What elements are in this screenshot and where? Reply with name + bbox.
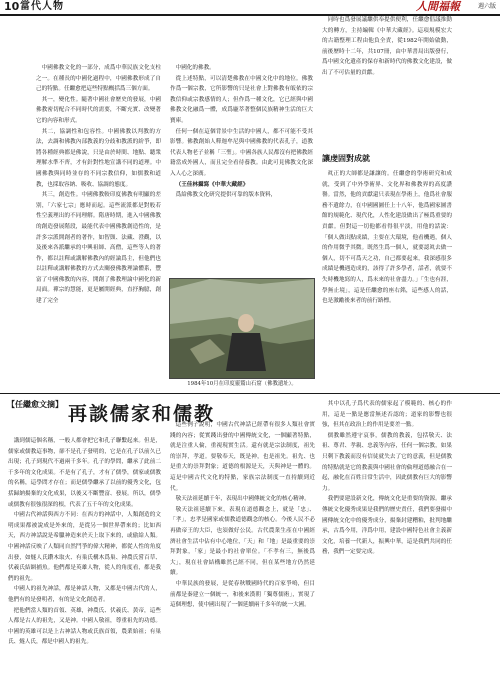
photo-caption: 1984年10月在印度靈鷲山石窟（佛教遺址）。 <box>187 381 297 387</box>
paragraph: 這些例子說明，中國古代神話已經帶有很多人類社會實踐的內容；從實踐出發的中國傳統文化，一個顯著特點，就是注重人倫，重視現實生活。還有就是宗法制度，祖先的崇拜，孝道。要敬奉天，既是神，也是祖先。祖先、也是重大的崇拜對象；道德的根源是天，天與神是一體的。這是中國古代文化的特點，家族宗法制度一直持續到近代。 <box>170 422 315 492</box>
paragraph: 講到儒這個名稱，一般人都會把它和孔子聯繫起來。但是，儒家或儒教這事物，卻不是孔子發明的，它是在孔子以前久已出現；孔子到現代不過兩千多年。孔子的學問，繼承了此前二千多年的文化成果。不是有了孔子，才有了儒學，儒家或儒教的名稱，這學問才存在；而是儒學繼承了以前的優秀文化，包括歸納揚棄的文化成果，以後又不斷豐富、發展。所以，儒學或儒教有很強很深的根，代表了五千年的文化成果。 <box>8 438 161 508</box>
paragraph: 從上述特點，可以清楚佛教在中國文化中的地位。佛教作爲一個宗教，它所影響的只是社會上對佛教有皈依的宗教信仰或宗教感情的人；但作爲一種文化，它已經與中國佛教文化融爲一體，成爲龐萃著整個民族精神生活的巨大寶庫。 <box>170 75 313 124</box>
paragraph: 中國佛教文化的一部分，成爲中華民族文化支柱之一。在種長的中國化過程中，中國佛教形成了自己的特點。任繼愈把這些特點概括爲三個方面。 <box>36 65 161 93</box>
section-divider <box>0 393 500 394</box>
page-header <box>0 0 500 14</box>
paragraph: 把他們當人類的首領、英雄，神農氏、伏羲氏、黃帝，這些人都是古人的祖先，又是神。中國人敬祖，尊重祖先的功德。中國的英雄可以是上古神話人物或氏族首領，農業始祖；有巢氏、燧人氏，都是中國人的祖先。 <box>8 607 161 646</box>
photo-credit: （王佳林攝寫《中華大藏經》 <box>175 181 249 188</box>
page-number: 10 <box>4 0 20 13</box>
paragraph: 中國化的佛教。 <box>175 65 215 71</box>
top-column-1 <box>36 63 161 390</box>
paragraph: 爲給佛教文化研究提供可靠的版本資料， <box>175 191 277 198</box>
paragraph: 同時也爲發展議繼供奉提供便利，任繼愈倡議推動大的轉方，主持編輯《中華大藏經》。這項規模宏大的古籍整理工程由他負全責，從1982年開始啟動，前後歷時十二年，共107冊，由中華書局出版發行，爲中國文化遺產的保存和新時代的佛教文化建設，做出了不可估量的貢獻。 <box>322 17 452 76</box>
column-tag: 【任繼愈文摘】 <box>7 400 63 409</box>
paragraph: 任何一個在這個背景中生活的中國人，都不可能不受其影響。佛教創始人釋迦牟尼與中國佛教的代表孔子，道教代表人物老子並稱「三聖」。中國各族人民都沒有把佛教經籍當成外國人，而且完全看待養教。由此可見佛教文化深入人心之深廣。 <box>170 128 313 177</box>
paragraph: 其中以孔子爲代表的儒家起了模範的、核心的作用，這是一點是應當無述否認的；道家的影響也很強，但其在政治上的作用是要差一點。 <box>322 401 452 429</box>
paragraph: 眞正的大師都是謙讓的。任繼愈的學術研究和成就，受到了中外學術界、文化界和佛教界的高度讚譽。當然，他的貢獻還只表現在學術上，他爲社會服務不遺餘力，在中國國圖任上十八年，他爲國家圖書館的規範化、現代化，人性化建設做出了極爲重要的貢獻。但對這一切他都看得很平淡，用他的話說：「個人做出點成績，主要在大環境，他看機遇，個人的作用微乎其微。既然生爲一個人，就要認眞去做一個人，切不可爲天之功，自己都要起來，我深感很多成績是機遇造成的，該得了許多學者，話者，就要不失時機地寫的人，爲未來的社會盡力。」「生也有涯，學無止境」，這是任繼愈的座右銘，這些感人的話，也是激勵後來者的前行路標。 <box>322 171 452 305</box>
paragraph: 敬天法祖延續下來，表現在道德觀念上，就是「忠」、「孝」，忠孝是國家或儒教道德觀念的核心。今後人民不必再做帝王的大臣，也須做好公民。古代農業生產在中國經濟社會生活中佔有中心地位，「天」和「地」是最重要的崇拜對象，「家」是最小的社會單位。「不孝有三，無後爲大」，現在社會結構雖然已經不同，但在某些地方仍然延續。 <box>170 506 315 577</box>
subheading: 讓虔固對成就 <box>322 154 370 163</box>
section-title: 當代人物 <box>20 1 64 12</box>
edition-label: 週六版 <box>477 3 496 10</box>
paragraph: 其一，變化性。隨著中國社會歷史的發展，中國佛教密切配合不同時代的需要，不斷充實、改變著它的內容和形式。 <box>36 96 161 124</box>
paragraph: 儒教雖然遵守哀事，儒教的教義，包括敬天、法祖、尊君、孝親、忠義等內容，任何一個宗教，如果只剩下教義而沒有信徒就失去了它的意義，但是儒教的特點就是它的教義與中國社會的倫理道德融合在一起，融化在百姓日常生活中，因此儒教有巨大的影響力。 <box>322 432 452 492</box>
paragraph: 中國古代神話與西方不同：在西方的神話中，人類創造的文明成果都被說成是外來的，是從另一個世界帶來的；比如西天，西方神話說是希臘神造來於天上取下來的，或偷給人類。中國神話反映了人類同自然鬥爭的偉大精神，都從人性的角度出發，如燧人氏鑽木取火、有巢氏構木爲巢、神農氏嘗百草、伏羲氏結網捕魚。他們都是英雄人物，從人的角度看，都是我們的祖先。 <box>8 512 161 582</box>
paragraph: 其三，創造性。中國佛教較印度佛教有明顯的差別，「六家七宗」應時而起。這些流派都是對般若性空義理出的不同理解。隋唐時期，進入中國佛教的創造發展階段，最能代表中國佛教創造性的，是許多宗派開創者的著作，如智顗、法藏、澄觀，以及後來各派繼承的中興祖師、高僧，這些等人的著作，都以註釋或講解佛教內的經論爲主，但他們也以註釋或講解佛教的方式去闡發佛教理論體系，豐富了中國佛教的內容，開創了佛教理論中國化的新局面。禪宗的慧能，更是屬開經典，直抒胸臆，創建了完全 <box>36 192 161 305</box>
article-title: 再談儒家和儒教 <box>68 403 216 425</box>
top-column-3 <box>322 15 452 155</box>
photo-illustration <box>170 279 314 378</box>
newspaper-logo: 人間福報 <box>416 0 460 13</box>
top-column-3-continued <box>322 169 452 390</box>
paragraph: 其二，協調性和包容性。中國佛教以判教的方法，去調和佛教內部教義的分歧和教派的紛爭，即將各種經典都是佛說，只是由於時間、地點、聽衆理解水準不齊，才有針對性地宣講不同的道理。中國佛教與同時並存的不同宗教信仰，如儒教和道教，也採取容納、吸收、協調的態度。 <box>36 128 161 188</box>
bottom-column-3 <box>322 399 452 688</box>
portrait-photo <box>169 278 315 379</box>
paragraph: 敬天法祖延續千年，表現出中國傳統文化的核心精神。 <box>175 496 310 503</box>
paragraph: 中國人的祖先神話，都是神話人物，又都是中國古代的人，他們有的是發明者，有的是文化創造者。 <box>8 586 161 603</box>
paragraph: 我們要建設新文化，傳統文化是重要的資源。繼承傳統文化優秀成果是我們的歷史責任，我們要發揚中國傳統文化中的優秀成分，揚棄封建糟粕，批判地繼承，古爲今用，洋爲中用，建設中國特色社會主義新文化，培養一代新人，振興中華，這是我們共同的任務，我們一定要完成。 <box>322 496 452 556</box>
top-column-2 <box>170 63 313 275</box>
bottom-column-2 <box>170 420 315 688</box>
bottom-column-1 <box>8 436 161 688</box>
paragraph: 中華民族的發展，是從春秋戰國時代的百家爭鳴，但目前都是秦建立一個統一，和後來漢朝「獨尊儒術」，實現了這個理想，使中國出現了一個延續兩千多年的統一大國。 <box>170 580 315 609</box>
